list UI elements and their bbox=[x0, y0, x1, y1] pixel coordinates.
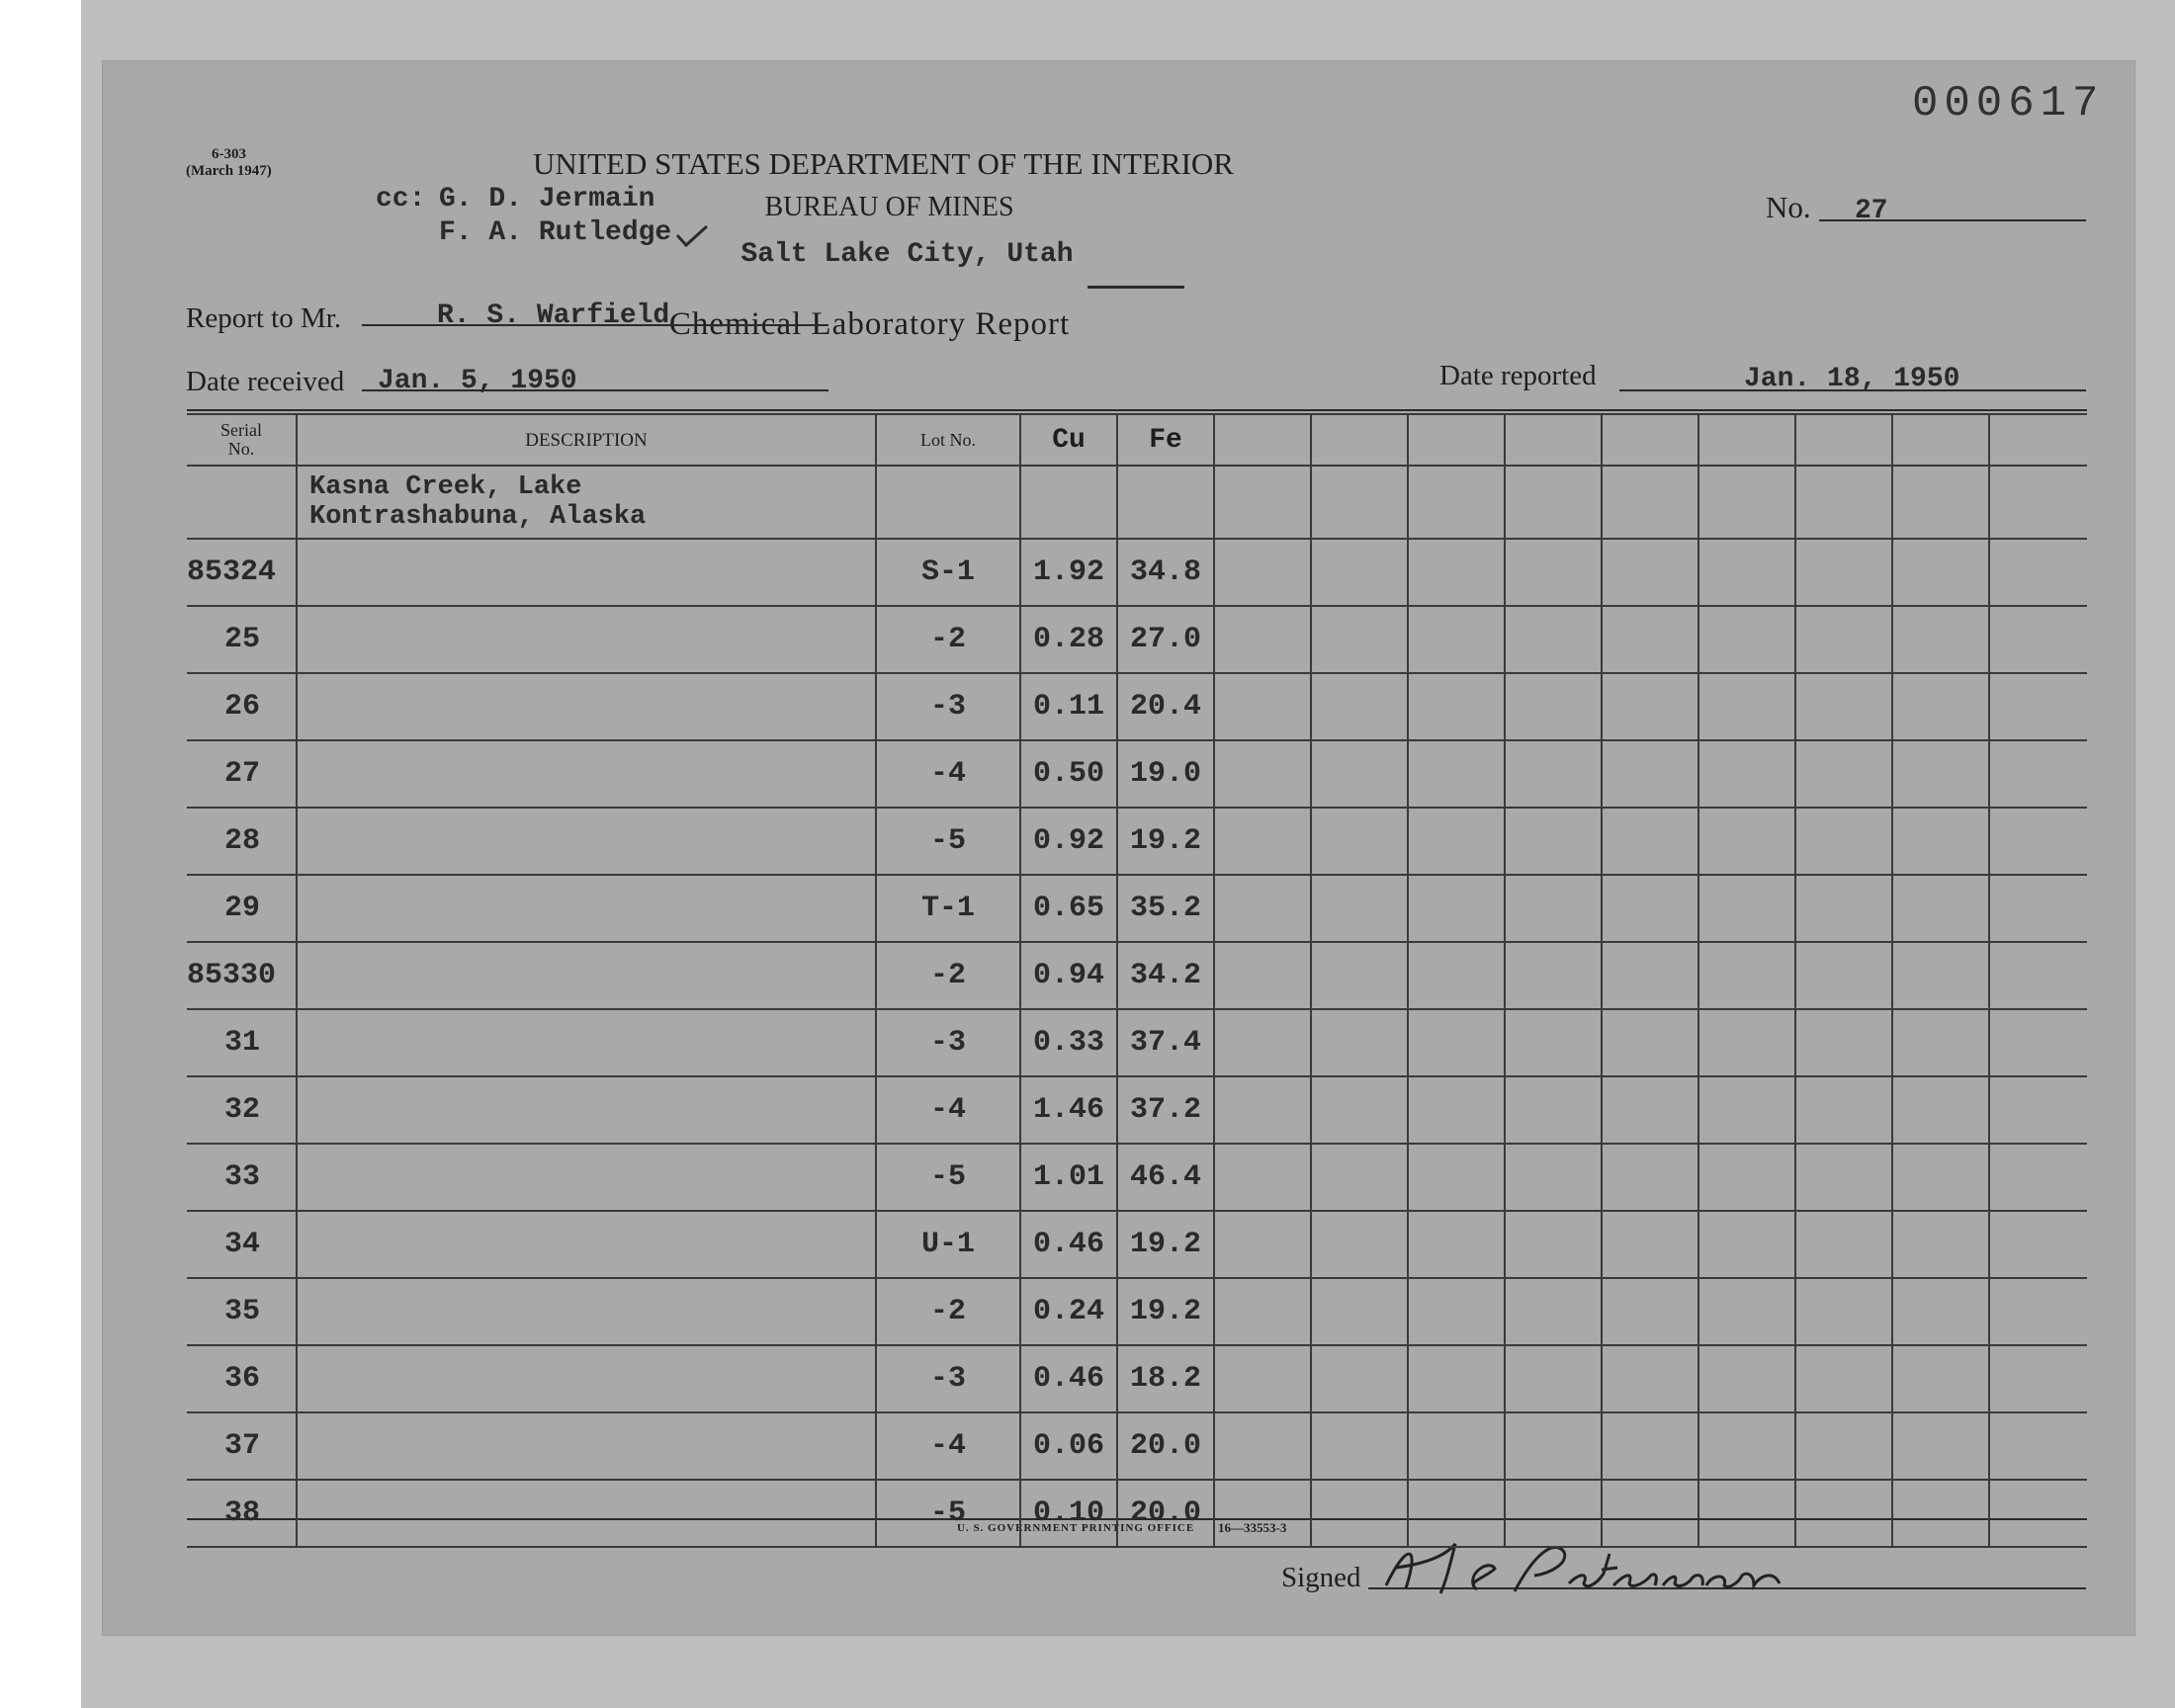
empty-cell bbox=[1214, 673, 1311, 740]
empty-cell bbox=[1795, 466, 1892, 539]
table-row bbox=[187, 606, 2087, 673]
empty-cell bbox=[1989, 539, 2087, 606]
empty-cell bbox=[1698, 875, 1795, 942]
date-reported-label: Date reported bbox=[1439, 360, 1597, 391]
printer-code: 16—33553-3 bbox=[1218, 1520, 1287, 1535]
empty-cell bbox=[1214, 1412, 1311, 1480]
empty-cell bbox=[1505, 1345, 1602, 1412]
empty-cell bbox=[1214, 1076, 1311, 1144]
empty-cell bbox=[1214, 1211, 1311, 1278]
empty-cell bbox=[1795, 808, 1892, 875]
empty-cell bbox=[1795, 1009, 1892, 1076]
empty-cell bbox=[1602, 1076, 1698, 1144]
report-no-value: 27 bbox=[1855, 196, 1888, 226]
empty-cell bbox=[1214, 1480, 1311, 1547]
cu-cell: 1.92 bbox=[1020, 539, 1117, 606]
empty-cell bbox=[1892, 1009, 1989, 1076]
serial-cell: 36 bbox=[187, 1345, 297, 1412]
empty-cell bbox=[1795, 539, 1892, 606]
empty-cell bbox=[1698, 466, 1795, 539]
signed-label: Signed bbox=[1281, 1562, 1361, 1593]
blank-header bbox=[1408, 414, 1505, 466]
empty-cell bbox=[1602, 1211, 1698, 1278]
empty-cell bbox=[1505, 1278, 1602, 1345]
fe-cell: 34.2 bbox=[1117, 942, 1214, 1009]
empty-cell bbox=[1214, 740, 1311, 808]
empty-cell bbox=[1408, 875, 1505, 942]
serial-cell: 33 bbox=[187, 1144, 297, 1211]
empty-cell bbox=[1214, 1278, 1311, 1345]
empty-cell bbox=[1602, 740, 1698, 808]
serial-cell: 35 bbox=[187, 1278, 297, 1345]
empty-cell bbox=[1311, 942, 1408, 1009]
empty-cell bbox=[1989, 466, 2087, 539]
table-row bbox=[187, 1076, 2087, 1144]
report-no-label: No. bbox=[1766, 190, 1811, 224]
date-reported-value: Jan. 18, 1950 bbox=[1744, 364, 1960, 394]
description-cell bbox=[297, 1009, 876, 1076]
empty-cell bbox=[1214, 1144, 1311, 1211]
empty-cell bbox=[1892, 808, 1989, 875]
empty-cell bbox=[876, 466, 1020, 539]
empty-cell bbox=[1505, 740, 1602, 808]
fe-cell: 19.2 bbox=[1117, 1211, 1214, 1278]
empty-cell bbox=[1892, 673, 1989, 740]
empty-cell bbox=[1698, 1144, 1795, 1211]
printer-imprint: U. S. GOVERNMENT PRINTING OFFICE bbox=[957, 1522, 1195, 1534]
empty-cell bbox=[1311, 1345, 1408, 1412]
department-title: UNITED STATES DEPARTMENT OF THE INTERIOR bbox=[533, 146, 1234, 181]
fe-cell: 19.2 bbox=[1117, 1278, 1214, 1345]
empty-cell bbox=[1408, 1480, 1505, 1547]
empty-cell bbox=[1795, 1278, 1892, 1345]
empty-cell bbox=[1989, 942, 2087, 1009]
fe-cell: 19.2 bbox=[1117, 808, 1214, 875]
table-row bbox=[187, 539, 2087, 606]
lot-cell: -5 bbox=[876, 808, 1020, 875]
empty-cell bbox=[1214, 1345, 1311, 1412]
fe-cell: 20.0 bbox=[1117, 1412, 1214, 1480]
cc-name-1: G. D. Jermain bbox=[439, 184, 655, 214]
empty-cell bbox=[1602, 942, 1698, 1009]
empty-cell bbox=[1311, 673, 1408, 740]
empty-cell bbox=[1505, 1009, 1602, 1076]
table-row bbox=[187, 1009, 2087, 1076]
empty-cell bbox=[1408, 808, 1505, 875]
bureau-title: BUREAU OF MINES bbox=[764, 192, 1014, 222]
empty-cell bbox=[1989, 1480, 2087, 1547]
description-row bbox=[187, 466, 2087, 539]
empty-cell bbox=[1698, 539, 1795, 606]
empty-cell bbox=[1989, 1076, 2087, 1144]
description-cell bbox=[297, 875, 876, 942]
empty-cell bbox=[1311, 740, 1408, 808]
empty-cell bbox=[1989, 808, 2087, 875]
description-header: DESCRIPTION bbox=[297, 414, 876, 466]
empty-cell bbox=[1795, 1076, 1892, 1144]
empty-cell bbox=[1698, 1278, 1795, 1345]
empty-cell bbox=[1602, 1345, 1698, 1412]
fe-cell: 20.0 bbox=[1117, 1480, 1214, 1547]
empty-cell bbox=[1989, 606, 2087, 673]
empty-cell bbox=[1311, 606, 1408, 673]
empty-cell bbox=[1214, 539, 1311, 606]
empty-cell bbox=[1795, 1345, 1892, 1412]
empty-cell bbox=[1408, 1345, 1505, 1412]
description-cell bbox=[297, 1278, 876, 1345]
empty-cell bbox=[1505, 539, 1602, 606]
empty-cell bbox=[1408, 466, 1505, 539]
empty-cell bbox=[1602, 1412, 1698, 1480]
blank-header bbox=[1214, 414, 1311, 466]
cc-name-2: F. A. Rutledge bbox=[439, 217, 672, 248]
lot-cell: -3 bbox=[876, 1009, 1020, 1076]
lot-cell: T-1 bbox=[876, 875, 1020, 942]
lot-cell: -3 bbox=[876, 1345, 1020, 1412]
empty-cell bbox=[1698, 673, 1795, 740]
empty-cell bbox=[1408, 1412, 1505, 1480]
empty-cell bbox=[1602, 606, 1698, 673]
empty-cell bbox=[1505, 875, 1602, 942]
empty-cell bbox=[1602, 1144, 1698, 1211]
description-cell bbox=[297, 1144, 876, 1211]
empty-cell bbox=[1892, 1278, 1989, 1345]
serial-cell: 26 bbox=[187, 673, 297, 740]
empty-cell bbox=[1505, 808, 1602, 875]
cc-label: cc: bbox=[376, 184, 426, 214]
blank-header bbox=[1989, 414, 2087, 466]
empty-cell bbox=[1698, 1345, 1795, 1412]
table-row bbox=[187, 1345, 2087, 1412]
empty-cell bbox=[1408, 1278, 1505, 1345]
empty-cell bbox=[1505, 942, 1602, 1009]
empty-cell bbox=[1505, 673, 1602, 740]
cu-cell: 1.46 bbox=[1020, 1076, 1117, 1144]
serial-cell: 31 bbox=[187, 1009, 297, 1076]
table-row bbox=[187, 942, 2087, 1009]
description-cell: Kasna Creek, Lake Kontrashabuna, Alaska bbox=[297, 466, 876, 539]
empty-cell bbox=[1892, 466, 1989, 539]
serial-cell: 34 bbox=[187, 1211, 297, 1278]
empty-cell bbox=[1602, 466, 1698, 539]
fe-cell: 20.4 bbox=[1117, 673, 1214, 740]
fe-cell: 19.0 bbox=[1117, 740, 1214, 808]
lot-cell: -4 bbox=[876, 1076, 1020, 1144]
serial-cell: 85330 bbox=[187, 942, 297, 1009]
empty-cell bbox=[1311, 808, 1408, 875]
report-no-line bbox=[1819, 219, 2086, 221]
empty-cell bbox=[1117, 466, 1214, 539]
empty-cell bbox=[1505, 466, 1602, 539]
cu-cell: 0.65 bbox=[1020, 875, 1117, 942]
cu-cell: 0.24 bbox=[1020, 1278, 1117, 1345]
lot-cell: S-1 bbox=[876, 539, 1020, 606]
empty-cell bbox=[1311, 1480, 1408, 1547]
empty-cell bbox=[1795, 1211, 1892, 1278]
serial-header: Serial No. bbox=[187, 414, 297, 466]
empty-cell bbox=[1795, 1480, 1892, 1547]
fe-cell: 46.4 bbox=[1117, 1144, 1214, 1211]
empty-cell bbox=[1892, 539, 1989, 606]
empty-cell bbox=[1698, 1412, 1795, 1480]
blank-header bbox=[1602, 414, 1698, 466]
empty-cell bbox=[1989, 1345, 2087, 1412]
empty-cell bbox=[1989, 1144, 2087, 1211]
empty-cell bbox=[1505, 1480, 1602, 1547]
empty-cell bbox=[1311, 466, 1408, 539]
description-cell bbox=[297, 1211, 876, 1278]
empty-cell bbox=[1989, 740, 2087, 808]
empty-cell bbox=[1408, 1144, 1505, 1211]
cu-cell: 0.50 bbox=[1020, 740, 1117, 808]
location: Salt Lake City, Utah bbox=[740, 239, 1074, 270]
table-row bbox=[187, 673, 2087, 740]
empty-cell bbox=[1795, 673, 1892, 740]
empty-cell bbox=[1214, 606, 1311, 673]
table-header-row bbox=[187, 414, 2087, 466]
empty-cell bbox=[1311, 1211, 1408, 1278]
empty-cell bbox=[1505, 606, 1602, 673]
report-to-line bbox=[362, 324, 828, 326]
empty-cell bbox=[1505, 1076, 1602, 1144]
cu-cell: 0.11 bbox=[1020, 673, 1117, 740]
fe-cell: 34.8 bbox=[1117, 539, 1214, 606]
fe-cell: 27.0 bbox=[1117, 606, 1214, 673]
empty-cell bbox=[1795, 942, 1892, 1009]
empty-cell bbox=[1892, 1412, 1989, 1480]
empty-cell bbox=[1214, 808, 1311, 875]
empty-cell bbox=[1989, 1412, 2087, 1480]
description-cell bbox=[297, 1412, 876, 1480]
lot-cell: -2 bbox=[876, 1278, 1020, 1345]
table-row bbox=[187, 1144, 2087, 1211]
empty-cell bbox=[1020, 466, 1117, 539]
cu-cell: 0.33 bbox=[1020, 1009, 1117, 1076]
serial-cell: 85324 bbox=[187, 539, 297, 606]
lot-cell: -5 bbox=[876, 1144, 1020, 1211]
empty-cell bbox=[1892, 606, 1989, 673]
cu-cell: 0.94 bbox=[1020, 942, 1117, 1009]
lot-cell: -4 bbox=[876, 1412, 1020, 1480]
empty-cell bbox=[1408, 1009, 1505, 1076]
empty-cell bbox=[1892, 1480, 1989, 1547]
empty-cell bbox=[1408, 606, 1505, 673]
date-received-value: Jan. 5, 1950 bbox=[378, 366, 577, 396]
empty-cell bbox=[1602, 539, 1698, 606]
report-to-label: Report to Mr. bbox=[186, 302, 342, 334]
empty-cell bbox=[1795, 1144, 1892, 1211]
serial-cell: 37 bbox=[187, 1412, 297, 1480]
table-row bbox=[187, 1480, 2087, 1547]
lot-cell: -2 bbox=[876, 606, 1020, 673]
empty-cell bbox=[1795, 1412, 1892, 1480]
lot-cell: -3 bbox=[876, 673, 1020, 740]
cu-cell: 0.06 bbox=[1020, 1412, 1117, 1480]
empty-cell bbox=[1311, 1009, 1408, 1076]
form-date: (March 1947) bbox=[186, 163, 272, 179]
empty-cell bbox=[1505, 1144, 1602, 1211]
lot-cell: U-1 bbox=[876, 1211, 1020, 1278]
empty-cell bbox=[1311, 539, 1408, 606]
empty-cell bbox=[1311, 1412, 1408, 1480]
empty-cell bbox=[1214, 875, 1311, 942]
fe-cell: 37.4 bbox=[1117, 1009, 1214, 1076]
cu-cell: 0.46 bbox=[1020, 1345, 1117, 1412]
document-number: 000617 bbox=[1912, 79, 2105, 128]
date-received-label: Date received bbox=[186, 366, 345, 397]
empty-cell bbox=[1214, 1009, 1311, 1076]
table-row bbox=[187, 1278, 2087, 1345]
empty-cell bbox=[1408, 942, 1505, 1009]
cu-cell: 0.28 bbox=[1020, 606, 1117, 673]
empty-cell bbox=[1892, 1144, 1989, 1211]
empty-cell bbox=[187, 466, 297, 539]
form-number: 6-303 bbox=[212, 146, 246, 162]
empty-cell bbox=[1408, 1076, 1505, 1144]
fe-header: Fe bbox=[1117, 414, 1214, 466]
fe-cell: 35.2 bbox=[1117, 875, 1214, 942]
empty-cell bbox=[1892, 875, 1989, 942]
empty-cell bbox=[1311, 1278, 1408, 1345]
table-row bbox=[187, 875, 2087, 942]
cu-header: Cu bbox=[1020, 414, 1117, 466]
empty-cell bbox=[1311, 875, 1408, 942]
empty-cell bbox=[1408, 539, 1505, 606]
cu-cell: 0.10 bbox=[1020, 1480, 1117, 1547]
empty-cell bbox=[1602, 1009, 1698, 1076]
empty-cell bbox=[1892, 942, 1989, 1009]
cu-cell: 1.01 bbox=[1020, 1144, 1117, 1211]
blank-header bbox=[1505, 414, 1602, 466]
lot-header: Lot No. bbox=[876, 414, 1020, 466]
empty-cell bbox=[1214, 942, 1311, 1009]
table-row bbox=[187, 808, 2087, 875]
serial-cell: 27 bbox=[187, 740, 297, 808]
empty-cell bbox=[1408, 740, 1505, 808]
empty-cell bbox=[1408, 1211, 1505, 1278]
serial-cell: 38 bbox=[187, 1480, 297, 1547]
empty-cell bbox=[1698, 1076, 1795, 1144]
table-row bbox=[187, 1211, 2087, 1278]
empty-cell bbox=[1698, 1009, 1795, 1076]
empty-cell bbox=[1989, 1211, 2087, 1278]
empty-cell bbox=[1311, 1144, 1408, 1211]
empty-cell bbox=[1892, 1211, 1989, 1278]
serial-cell: 28 bbox=[187, 808, 297, 875]
blank-header bbox=[1795, 414, 1892, 466]
report-to-value: R. S. Warfield bbox=[437, 300, 670, 331]
description-cell bbox=[297, 740, 876, 808]
description-cell bbox=[297, 942, 876, 1009]
cu-cell: 0.92 bbox=[1020, 808, 1117, 875]
empty-cell bbox=[1698, 942, 1795, 1009]
description-cell bbox=[297, 808, 876, 875]
date-received-line bbox=[362, 389, 828, 391]
description-cell bbox=[297, 1076, 876, 1144]
assay-results-table bbox=[187, 413, 2087, 1548]
table-top-rule bbox=[187, 409, 2087, 411]
table-row bbox=[187, 740, 2087, 808]
fe-cell: 18.2 bbox=[1117, 1345, 1214, 1412]
empty-cell bbox=[1602, 875, 1698, 942]
empty-cell bbox=[1214, 466, 1311, 539]
description-cell bbox=[297, 1345, 876, 1412]
empty-cell bbox=[1892, 1076, 1989, 1144]
empty-cell bbox=[1602, 673, 1698, 740]
empty-cell bbox=[1408, 673, 1505, 740]
empty-cell bbox=[1698, 808, 1795, 875]
empty-cell bbox=[1892, 1345, 1989, 1412]
lot-cell: -2 bbox=[876, 942, 1020, 1009]
blank-header bbox=[1892, 414, 1989, 466]
empty-cell bbox=[1698, 1480, 1795, 1547]
description-cell bbox=[297, 673, 876, 740]
empty-cell bbox=[1892, 740, 1989, 808]
empty-cell bbox=[1311, 1076, 1408, 1144]
empty-cell bbox=[1989, 1009, 2087, 1076]
empty-cell bbox=[1505, 1412, 1602, 1480]
table-row bbox=[187, 1412, 2087, 1480]
empty-cell bbox=[1602, 808, 1698, 875]
header-divider bbox=[1088, 286, 1184, 289]
empty-cell bbox=[1795, 740, 1892, 808]
blank-header bbox=[1698, 414, 1795, 466]
date-reported-line bbox=[1619, 389, 2086, 391]
fe-cell: 37.2 bbox=[1117, 1076, 1214, 1144]
serial-cell: 32 bbox=[187, 1076, 297, 1144]
lot-cell: -4 bbox=[876, 740, 1020, 808]
cu-cell: 0.46 bbox=[1020, 1211, 1117, 1278]
empty-cell bbox=[1989, 673, 2087, 740]
empty-cell bbox=[1698, 1211, 1795, 1278]
blank-header bbox=[1311, 414, 1408, 466]
empty-cell bbox=[1989, 875, 2087, 942]
empty-cell bbox=[1602, 1480, 1698, 1547]
serial-cell: 29 bbox=[187, 875, 297, 942]
empty-cell bbox=[1698, 740, 1795, 808]
report-title: Chemical Laboratory Report bbox=[668, 306, 1071, 342]
description-cell bbox=[297, 606, 876, 673]
empty-cell bbox=[1989, 1278, 2087, 1345]
lot-cell: -5 bbox=[876, 1480, 1020, 1547]
empty-cell bbox=[1698, 606, 1795, 673]
description-cell bbox=[297, 539, 876, 606]
empty-cell bbox=[1505, 1211, 1602, 1278]
description-cell bbox=[297, 1480, 876, 1547]
empty-cell bbox=[1602, 1278, 1698, 1345]
serial-cell: 25 bbox=[187, 606, 297, 673]
empty-cell bbox=[1795, 606, 1892, 673]
empty-cell bbox=[1795, 875, 1892, 942]
